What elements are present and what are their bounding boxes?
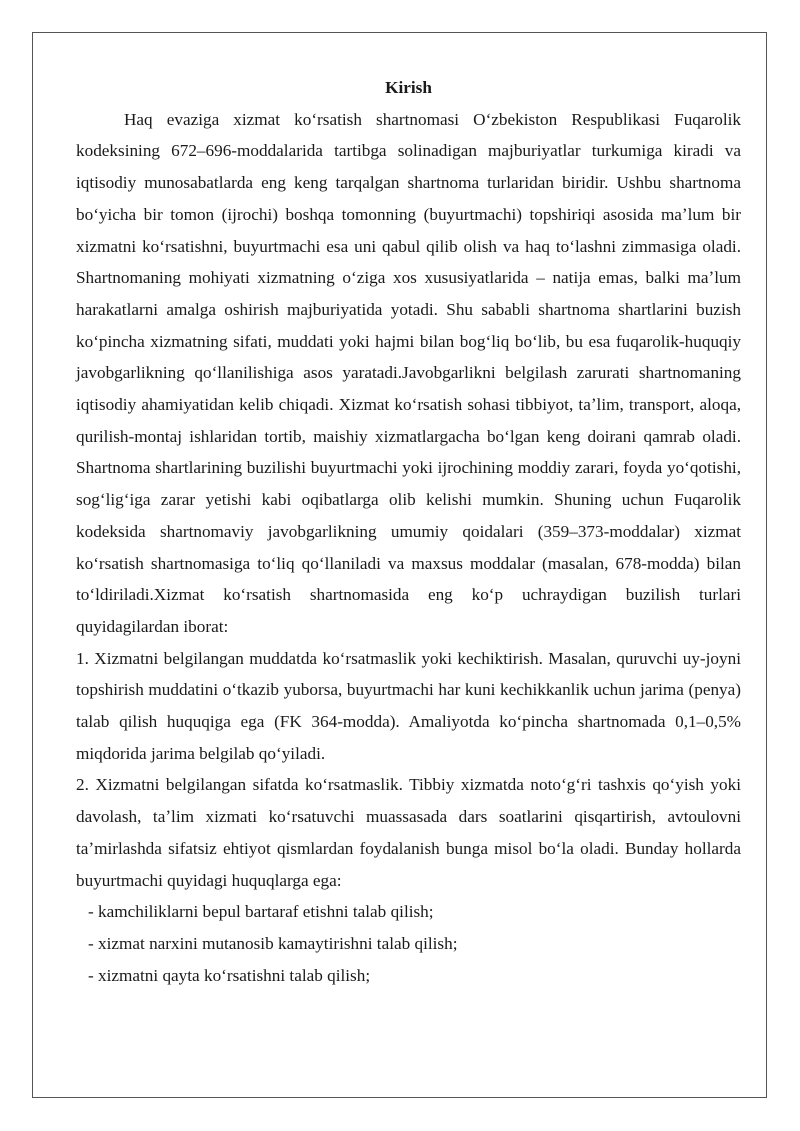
document-body (76, 72, 741, 991)
bullet-item: - xizmat narxini mutanosib kamaytirishni talab qilish; (88, 933, 458, 953)
document-title: Kirish (385, 78, 432, 97)
bullet-item: - xizmatni qayta koʻrsatishni talab qilish; (88, 965, 371, 985)
list-item-deadline: 1. Xizmatni belgilangan muddatda koʻrsatmaslik yoki kechiktirish. Masalan, quruvchi uy-joyni topshirish muddatini oʻtkazib yuborsa, buyurtmachi har kuni kechikkanlik uchun jarima (penya) talab qilish huquqiga ega (FK 364-modda). Amaliyotda koʻpincha shartnomada 0,1–0,5% miqdorida jarima belgilab qoʻyiladi. (76, 648, 741, 763)
bullet-item: - kamchiliklarni bepul bartaraf etishni talab qilish; (88, 902, 434, 922)
intro-paragraph: Haq evaziga xizmat koʻrsatish shartnomasi Oʻzbekiston Respublikasi Fuqarolik kodeksining 672–696-moddalarida tartibga solinadigan majburiyatlar turkumiga kiradi va iqtisodiy munosabatlarda eng keng tarqalgan shartnoma turlaridan biridir. Ushbu shartnoma boʻyicha bir tomon (ijrochi) boshqa tomonning (buyurtmachi) topshiriqi asosida maʼlum bir xizmatni koʻrsatishni, buyurtmachi esa uni qabul qilib olish va haq toʻlashni zimmasiga oladi. Shartnomaning mohiyati xizmatning oʻziga xos xususiyatlarida – natija emas, balki maʼlum harakatlarni amalga oshirish majburiyatida yotadi. Shu sababli shartnoma shartlarini buzish koʻpincha xizmatning sifati, muddati yoki hajmi bilan bogʻliq boʻlib, bu esa fuqarolik-huquqiy javobgarlikning qoʻllanilishiga asos yaratadi.Javobgarlikni belgilash zarurati shartnomaning iqtisodiy ahamiyatidan kelib chiqadi. Xizmat koʻrsatish sohasi tibbiyot, taʼlim, transport, aloqa, qurilish-montaj ishlaridan tortib, maishiy xizmatlargacha boʻlgan keng doirani qamrab oladi. Shartnoma shartlarining buzilishi buyurtmachi yoki ijrochining moddiy zarari, foyda yoʻqotishi, sogʻligʻiga zarar yetishi kabi oqibatlarga olib kelishi mumkin. Shuning uchun Fuqarolik kodeksida shartnomaviy javobgarlikning umumiy qoidalari (359–373-moddalar) xizmat koʻrsatish shartnomasiga toʻliq qoʻllaniladi va maxsus moddalar (masalan, 678-modda) bilan toʻldiriladi.Xizmat koʻrsatish shartnomasida eng koʻp uchraydigan buzilish turlari quyidagilardan iborat: (76, 109, 741, 636)
list-item-quality: 2. Xizmatni belgilangan sifatda koʻrsatmaslik. Tibbiy xizmatda notoʻgʻri tashxis qoʻyish yoki davolash, taʼlim xizmati koʻrsatuvchi muassasada dars soatlarini qisqartirish, avtoulovni taʼmirlashda sifatsiz ehtiyot qismlardan foydalanish bunga misol boʻla oladi. Bunday hollarda buyurtmachi quyidagi huquqlarga ega: (76, 775, 741, 890)
